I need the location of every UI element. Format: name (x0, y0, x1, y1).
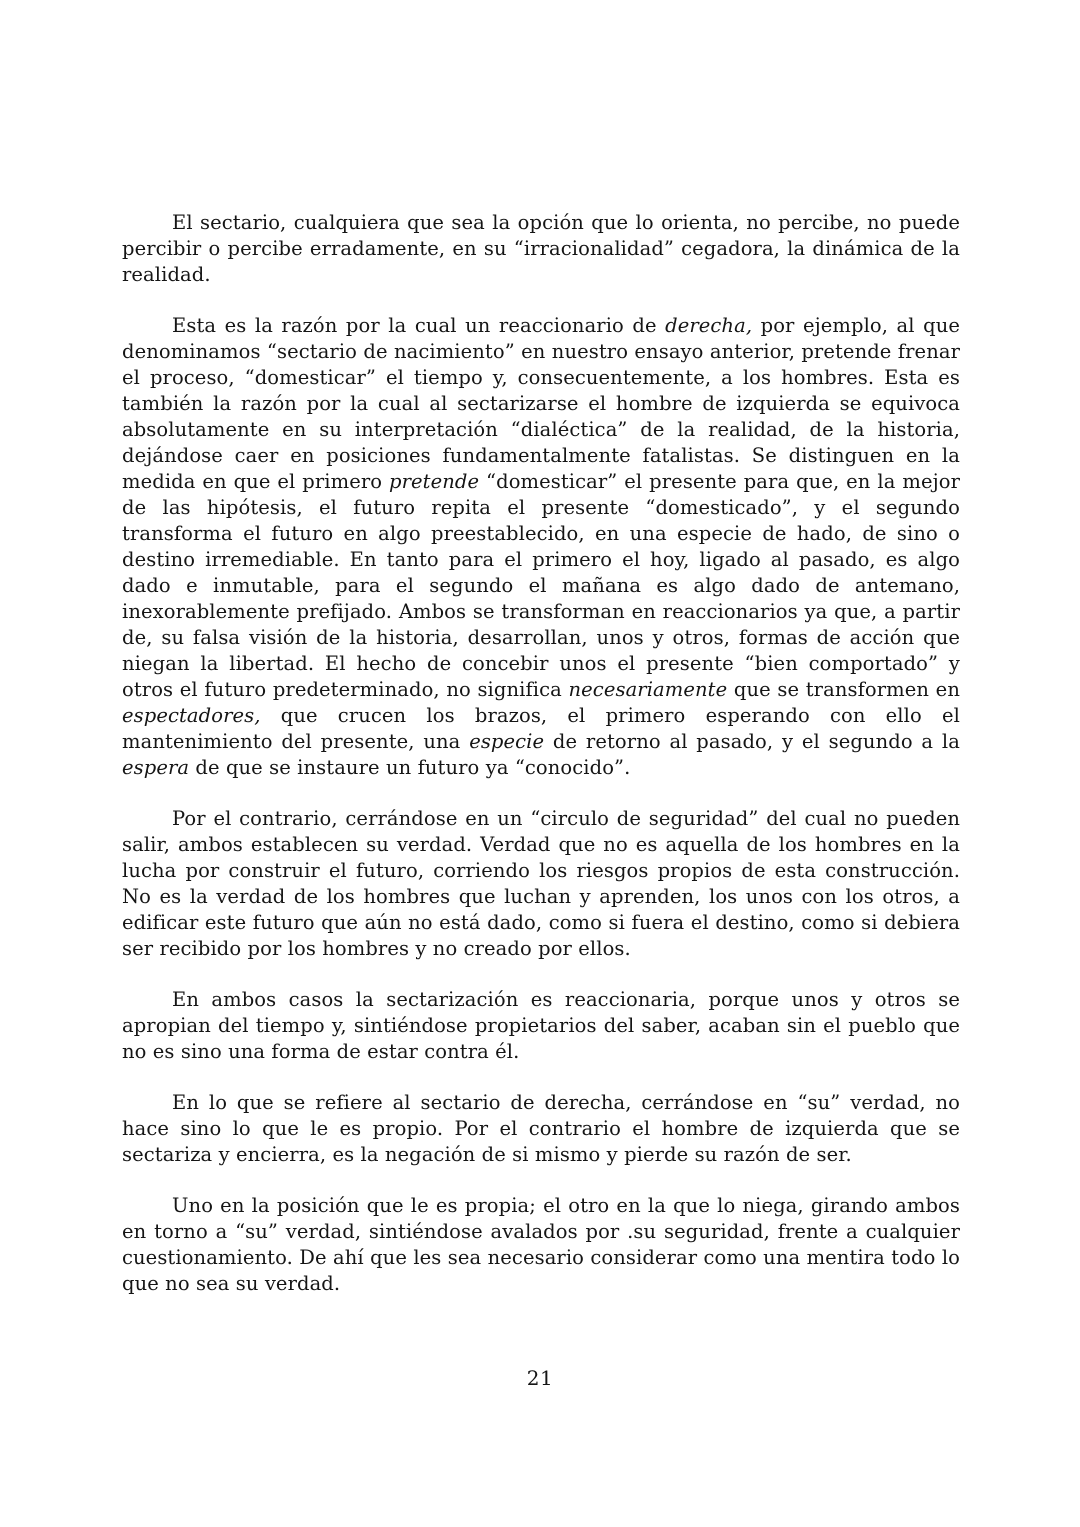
italic-text-run: especie (469, 730, 545, 753)
paragraph (122, 806, 960, 962)
text-run: que se transformen en (727, 678, 960, 701)
italic-text-run: necesariamente (568, 678, 728, 701)
italic-text-run: espera (122, 756, 190, 779)
text-run: de retorno al pasado, y el segundo a la (544, 730, 960, 753)
text-run: En lo que se refiere al sectario de derecha, cerrándose en “su” verdad, no hace sino lo que le es propio. Por el contrario el hombre de izquierda que se sectariza y encierra, es la negación de si mismo y pierde su razón de ser. (122, 1091, 960, 1166)
page-number: 21 (526, 1366, 554, 1390)
text-run: por ejemplo, al que denominamos “sectario de nacimiento” en nuestro ensayo anterior, pretende frenar el proceso, “domesticar” el tiempo y, consecuentemente, a los hombres. Esta es también la razón por la cual al sectarizarse el hombre de izquierda se equivoca absolutamente en su interpretación “dialéctica” de la realidad, de la historia, dejándose caer en posiciones fundamentalmente fatalistas. Se distinguen en la medida en que el primero (122, 314, 960, 493)
paragraph (122, 210, 960, 288)
text-run: “domesticar” el presente para que, en la mejor de las hipótesis, el futuro repita el presente “domesticado”, y el segundo transforma el futuro en algo preestablecido, en una especie de hado, de sino o destino irremediable. En tanto para el primero el hoy, ligado al pasado, es algo dado e inmutable, para el segundo el mañana es algo dado de antemano, inexorablemente prefijado. Ambos se transforman en reaccionarios ya que, a partir de, su falsa visión de la historia, desarrollan, unos y otros, formas de acción que niegan la libertad. El hecho de concebir unos el presente “bien comportado” y otros el futuro predeterminado, no significa (122, 470, 960, 701)
text-run: Esta es la razón por la cual un reaccionario de (172, 314, 666, 337)
paragraph (122, 313, 960, 781)
italic-text-run: pretende (389, 470, 480, 493)
document-body (122, 210, 960, 1322)
text-run: El sectario, cualquiera que sea la opción que lo orienta, no percibe, no puede percibir o percibe erradamente, en su “irracionalidad” cegadora, la dinámica de la realidad. (122, 211, 960, 286)
text-run: En ambos casos la sectarización es reaccionaria, porque unos y otros se apropian del tiempo y, sintiéndose propietarios del saber, acaban sin el pueblo que no es sino una forma de estar contra él. (122, 988, 960, 1063)
text-run: que crucen los brazos, el primero esperando con ello el mantenimiento del presente, una (122, 704, 960, 753)
paragraph (122, 987, 960, 1065)
text-run: Por el contrario, cerrándose en un “circulo de seguridad” del cual no pueden salir, ambos establecen su verdad. Verdad que no es aquella de los hombres en la lucha por construir el futuro, corriendo los riesgos propios de esta construcción. No es la verdad de los hombres que luchan y aprenden, los unos con los otros, a edificar este futuro que aún no está dado, como si fuera el destino, como si debiera ser recibido por los hombres y no creado por ellos. (122, 807, 960, 960)
text-run: Uno en la posición que le es propia; el otro en la que lo niega, girando ambos en torno a “su” verdad, sintiéndose avalados por .su seguridad, frente a cualquier cuestionamiento. De ahí que les sea necesario considerar como una mentira todo lo que no sea su verdad. (122, 1194, 960, 1295)
italic-text-run: derecha, (665, 314, 753, 337)
paragraph (122, 1090, 960, 1168)
paragraph (122, 1193, 960, 1297)
italic-text-run: espectadores, (122, 704, 261, 727)
text-run: de que se instaure un futuro ya “conocido”. (189, 756, 631, 779)
